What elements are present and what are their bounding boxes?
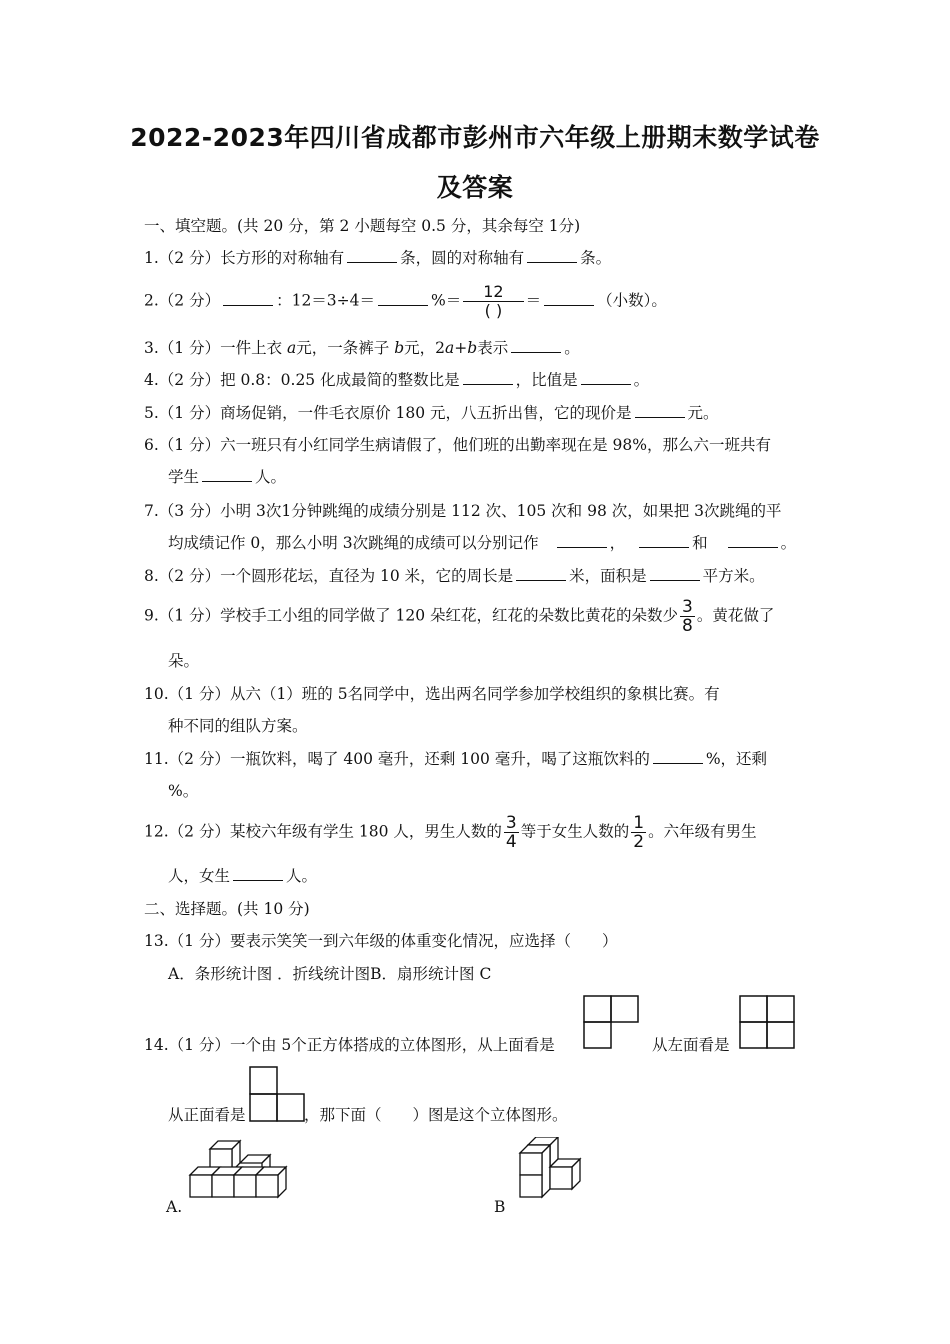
answer-blank[interactable] <box>378 291 428 306</box>
option-b-cubes-figure[interactable] <box>518 1137 592 1201</box>
answer-blank[interactable] <box>639 533 689 548</box>
left-view-figure <box>739 995 795 1049</box>
fraction: $\frac{3}{8}$ <box>682 597 693 636</box>
answer-blank[interactable] <box>650 566 700 581</box>
answer-blank[interactable] <box>544 291 594 306</box>
fraction: $\frac{3}{4}$ <box>505 813 517 852</box>
question-5: 5.（1 分）商场促销，一件毛衣原价 180 元，八五折出售，它的现价是 元。 <box>144 404 719 422</box>
answer-blank[interactable] <box>516 566 566 581</box>
question-1: 1.（2 分）长方形的对称轴有 条，圆的对称轴有 条。 <box>144 249 612 267</box>
answer-blank[interactable] <box>233 866 283 881</box>
fraction: $\frac{12}{( )}$ <box>463 283 523 320</box>
option-a-label[interactable]: A. <box>166 1198 183 1216</box>
answer-blank[interactable] <box>557 533 607 548</box>
option-a-cubes-figure[interactable] <box>188 1137 292 1201</box>
question-14-left-view-label: 从左面看是 <box>652 1036 730 1054</box>
question-11: 11.（2 分）一瓶饮料，喝了 400 毫升，还剩 100 毫升，喝了这瓶饮料的 %，还剩 <box>144 750 768 768</box>
section-2-heading: 二、选择题。(共 10 分) <box>144 900 310 918</box>
answer-blank[interactable] <box>653 749 703 764</box>
question-12-continued: 人，女生 人。 <box>168 867 318 885</box>
answer-blank[interactable] <box>347 248 397 263</box>
question-13: 13.（1 分）要表示笑笑一到六年级的体重变化情况，应选择（ ） <box>144 932 618 950</box>
answer-blank[interactable] <box>728 533 778 548</box>
question-10: 10.（1 分）从六（1）班的 5名同学中，选出两名同学参加学校组织的象棋比赛。有 <box>144 685 720 703</box>
top-view-figure <box>583 995 639 1049</box>
question-14: 14.（1 分）一个由 5个正方体搭成的立体图形，从上面看是 <box>144 1036 555 1054</box>
answer-blank[interactable] <box>511 338 561 353</box>
question-14-front-view-label: 从正面看是 <box>168 1106 246 1124</box>
question-13-options[interactable]: A．条形统计图 ．折线统计图B．扇形统计图 C <box>168 965 492 983</box>
answer-blank[interactable] <box>223 291 273 306</box>
question-10-continued: 种不同的组队方案。 <box>168 717 308 735</box>
fraction: $\frac{1}{2}$ <box>633 813 645 852</box>
front-view-figure <box>249 1066 305 1122</box>
question-14-prompt: ，那下面（ ）图是这个立体图形。 <box>304 1106 568 1124</box>
section-1-heading: 一、填空题。(共 20 分，第 2 小题每空 0.5 分，其余每空 1分) <box>144 217 581 235</box>
question-11-continued: %。 <box>168 782 199 800</box>
question-12: 12.（2 分）某校六年级有学生 180 人，男生人数的 $\frac{3}{4}$ 等于女生人数的 $\frac{1}{2}$ 。六年级有男生 <box>144 813 757 852</box>
answer-blank[interactable] <box>527 248 577 263</box>
question-2: 2.（2 分） ：12＝3÷4＝ %＝ $\frac{12}{( )}$ ＝ （小数）。 <box>144 282 667 320</box>
question-4: 4.（2 分）把 0.8：0.25 化成最简的整数比是 ，比值是 。 <box>144 371 650 389</box>
answer-blank[interactable] <box>635 403 685 418</box>
question-8: 8.（2 分）一个圆形花坛，直径为 10 米，它的周长是 米，面积是 平方米。 <box>144 567 765 585</box>
question-6-continued: 学生 人。 <box>168 468 287 486</box>
question-7: 7.（3 分）小明 3次1分钟跳绳的成绩分别是 112 次、105 次和 98 次，如果把 3次跳绳的平 <box>144 502 782 520</box>
question-3: 3.（1 分）一件上衣 a元，一条裤子 b元，2a+b表示 。 <box>144 339 580 357</box>
question-6: 6.（1 分）六一班只有小红同学生病请假了，他们班的出勤率现在是 98%，那么六一班共有 <box>144 436 771 454</box>
question-9: 9.（1 分）学校手工小组的同学做了 120 朵红花，红花的朵数比黄花的朵数少 $\frac{3}{8}$ 。黄花做了 <box>144 597 775 636</box>
question-7-continued: 均成绩记作 0，那么小明 3次跳绳的成绩可以分别记作 ， 和 。 <box>168 534 797 552</box>
answer-blank[interactable] <box>463 370 513 385</box>
exam-title-line1: 2022-2023年四川省成都市彭州市六年级上册期末数学试卷 <box>130 123 820 152</box>
answer-blank[interactable] <box>202 467 252 482</box>
exam-title-line2: 及答案 <box>436 173 514 202</box>
answer-blank[interactable] <box>581 370 631 385</box>
option-b-label[interactable]: B <box>494 1198 506 1216</box>
question-9-continued: 朵。 <box>168 652 200 670</box>
